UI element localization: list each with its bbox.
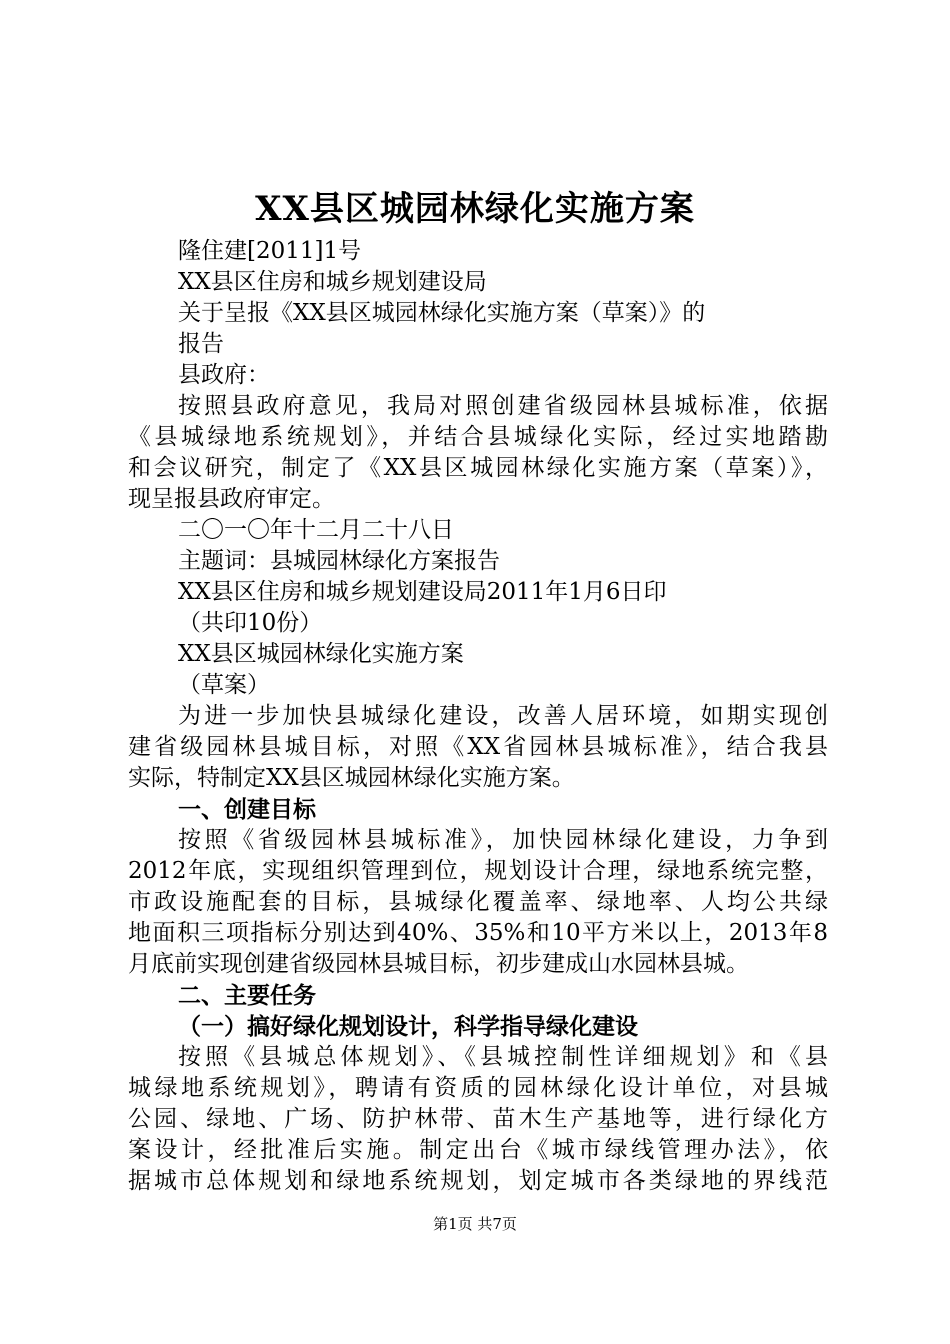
- report-date: 二〇一〇年十二月二十八日: [178, 517, 454, 543]
- report-subject-line-1: 关于呈报《XX县区城园林绿化实施方案（草案）》的: [178, 300, 706, 326]
- paragraph-line: 地面积三项指标分别达到40%、35%和10平方米以上，2013年8: [128, 920, 828, 946]
- page-footer: 第1页 共7页: [433, 1215, 517, 1233]
- paragraph-line: 为进一步加快县城绿化建设，改善人居环境，如期实现创: [178, 703, 828, 729]
- salutation: 县政府：: [178, 362, 270, 388]
- issuing-authority: XX县区住房和城乡规划建设局: [178, 269, 487, 295]
- paragraph-line: 市政设施配套的目标，县城绿化覆盖率、绿地率、人均公共绿: [128, 889, 828, 915]
- subject-keywords: 主题词：县城园林绿化方案报告: [178, 548, 500, 574]
- paragraph-line: 按照《县城总体规划》、《县城控制性详细规划》和《县: [178, 1044, 828, 1070]
- paragraph-line: 城绿地系统规划》，聘请有资质的园林绿化设计单位，对县城: [128, 1075, 828, 1101]
- section-heading: 一、创建目标: [178, 796, 316, 823]
- doc-number: 隆住建[2011]1号: [178, 238, 362, 264]
- subsection-heading: （一）搞好绿化规划设计，科学指导绿化建设: [178, 1013, 638, 1040]
- paragraph-line: 2012年底，实现组织管理到位，规划设计合理，绿地系统完整，: [128, 858, 828, 884]
- paragraph-line: 《县城绿地系统规划》，并结合县城绿化实际，经过实地踏勘: [128, 424, 828, 450]
- paragraph-line: 实际，特制定XX县区城园林绿化实施方案。: [128, 765, 575, 791]
- paragraph-line: 案设计，经批准后实施。制定出台《城市绿线管理办法》，依: [128, 1137, 828, 1163]
- paragraph-line: 现呈报县政府审定。: [128, 486, 335, 512]
- section-heading: 二、主要任务: [178, 982, 316, 1009]
- report-subject-line-2: 报告: [178, 331, 224, 357]
- document-title: XX县区城园林绿化实施方案: [255, 189, 695, 229]
- paragraph-line: 月底前实现创建省级园林县城目标，初步建成山水园林县城。: [128, 951, 749, 977]
- paragraph-line: 按照县政府意见，我局对照创建省级园林县城标准，依据: [178, 393, 828, 419]
- paragraph-line: 建省级园林县城目标，对照《XX省园林县城标准》，结合我县: [128, 734, 828, 760]
- paragraph-line: 和会议研究，制定了《XX县区城园林绿化实施方案（草案）》，: [128, 455, 828, 481]
- paragraph-line: 按照《省级园林县城标准》，加快园林绿化建设，力争到: [178, 827, 828, 853]
- paragraph-line: 公园、绿地、广场、防护林带、苗木生产基地等，进行绿化方: [128, 1106, 828, 1132]
- plan-title: XX县区城园林绿化实施方案: [178, 641, 464, 667]
- print-info: XX县区住房和城乡规划建设局2011年1月6日印: [178, 579, 667, 605]
- document-body: [128, 236, 828, 1197]
- plan-draft-note: （草案）: [178, 672, 270, 698]
- print-count: （共印10份）: [178, 610, 323, 636]
- paragraph-line: 据城市总体规划和绿地系统规划，划定城市各类绿地的界线范: [128, 1168, 828, 1194]
